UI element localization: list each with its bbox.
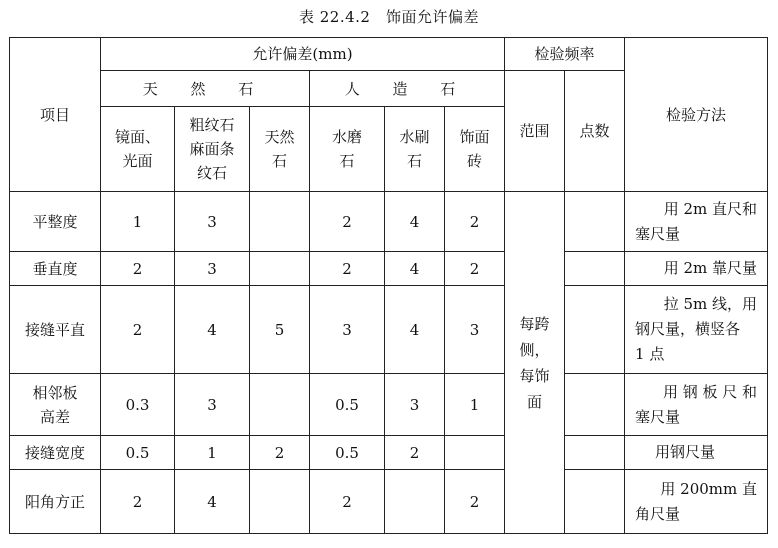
cell-mirror: 2	[101, 470, 175, 534]
cell-mirror: 2	[101, 286, 175, 374]
header-points: 点数	[565, 71, 625, 192]
cell-terrazzo: 0.5	[310, 374, 385, 436]
cell-natural	[250, 252, 310, 286]
cell-method: 用钢尺量	[625, 436, 768, 470]
cell-tile	[445, 436, 505, 470]
table-row	[10, 286, 768, 374]
table-row	[10, 470, 768, 534]
cell-washed: 2	[385, 436, 445, 470]
cell-rough: 4	[175, 470, 250, 534]
cell-tile: 3	[445, 286, 505, 374]
cell-range: 每跨 侧， 每饰 面	[505, 192, 565, 534]
table-row	[10, 192, 768, 252]
cell-rough: 1	[175, 436, 250, 470]
header-col-washed: 水刷 石	[385, 107, 445, 192]
row-item: 相邻板 高差	[10, 374, 101, 436]
cell-mirror: 1	[101, 192, 175, 252]
header-row-1	[10, 38, 768, 71]
cell-natural: 2	[250, 436, 310, 470]
table-row	[10, 436, 768, 470]
cell-mirror: 0.3	[101, 374, 175, 436]
table-row	[10, 252, 768, 286]
header-item: 项目	[10, 38, 101, 192]
row-item: 接缝平直	[10, 286, 101, 374]
cell-points	[565, 252, 625, 286]
header-natural-stone: 天 然 石	[101, 71, 310, 107]
cell-points	[565, 374, 625, 436]
cell-washed: 4	[385, 252, 445, 286]
row-item: 垂直度	[10, 252, 101, 286]
header-col-rough: 粗纹石 麻面条 纹石	[175, 107, 250, 192]
cell-method: 用 钢 板 尺 和 塞尺量	[625, 374, 768, 436]
row-item: 接缝宽度	[10, 436, 101, 470]
cell-terrazzo: 0.5	[310, 436, 385, 470]
cell-washed	[385, 470, 445, 534]
cell-tile: 2	[445, 192, 505, 252]
header-artificial-stone: 人 造 石	[310, 71, 505, 107]
header-range: 范围	[505, 71, 565, 192]
cell-points	[565, 436, 625, 470]
tolerance-table	[9, 37, 768, 534]
cell-washed: 4	[385, 192, 445, 252]
cell-rough: 4	[175, 286, 250, 374]
cell-tile: 2	[445, 252, 505, 286]
cell-rough: 3	[175, 192, 250, 252]
cell-method: 用 2m 直尺和 塞尺量	[625, 192, 768, 252]
cell-washed: 4	[385, 286, 445, 374]
cell-natural	[250, 374, 310, 436]
cell-points	[565, 192, 625, 252]
cell-rough: 3	[175, 252, 250, 286]
cell-washed: 3	[385, 374, 445, 436]
cell-natural	[250, 192, 310, 252]
header-col-mirror: 镜面、 光面	[101, 107, 175, 192]
cell-method: 用 200mm 直 角尺量	[625, 470, 768, 534]
cell-terrazzo: 2	[310, 470, 385, 534]
header-col-natural: 天然 石	[250, 107, 310, 192]
cell-terrazzo: 3	[310, 286, 385, 374]
cell-method: 拉 5m 线，用 钢尺量，横竖各 1 点	[625, 286, 768, 374]
cell-method: 用 2m 靠尺量	[625, 252, 768, 286]
cell-mirror: 0.5	[101, 436, 175, 470]
cell-tile: 1	[445, 374, 505, 436]
table-title: 表 22.4.2 饰面允许偏差	[299, 8, 479, 26]
row-item: 阳角方正	[10, 470, 101, 534]
row-item: 平整度	[10, 192, 101, 252]
cell-terrazzo: 2	[310, 252, 385, 286]
cell-points	[565, 286, 625, 374]
header-col-tile: 饰面 砖	[445, 107, 505, 192]
header-inspection-frequency: 检验频率	[505, 38, 625, 71]
cell-tile: 2	[445, 470, 505, 534]
table-row	[10, 374, 768, 436]
cell-points	[565, 470, 625, 534]
cell-terrazzo: 2	[310, 192, 385, 252]
header-col-terrazzo: 水磨 石	[310, 107, 385, 192]
cell-rough: 3	[175, 374, 250, 436]
cell-natural: 5	[250, 286, 310, 374]
cell-natural	[250, 470, 310, 534]
cell-mirror: 2	[101, 252, 175, 286]
header-inspection-method: 检验方法	[625, 38, 768, 192]
header-allowable-deviation: 允许偏差(mm)	[101, 38, 505, 71]
